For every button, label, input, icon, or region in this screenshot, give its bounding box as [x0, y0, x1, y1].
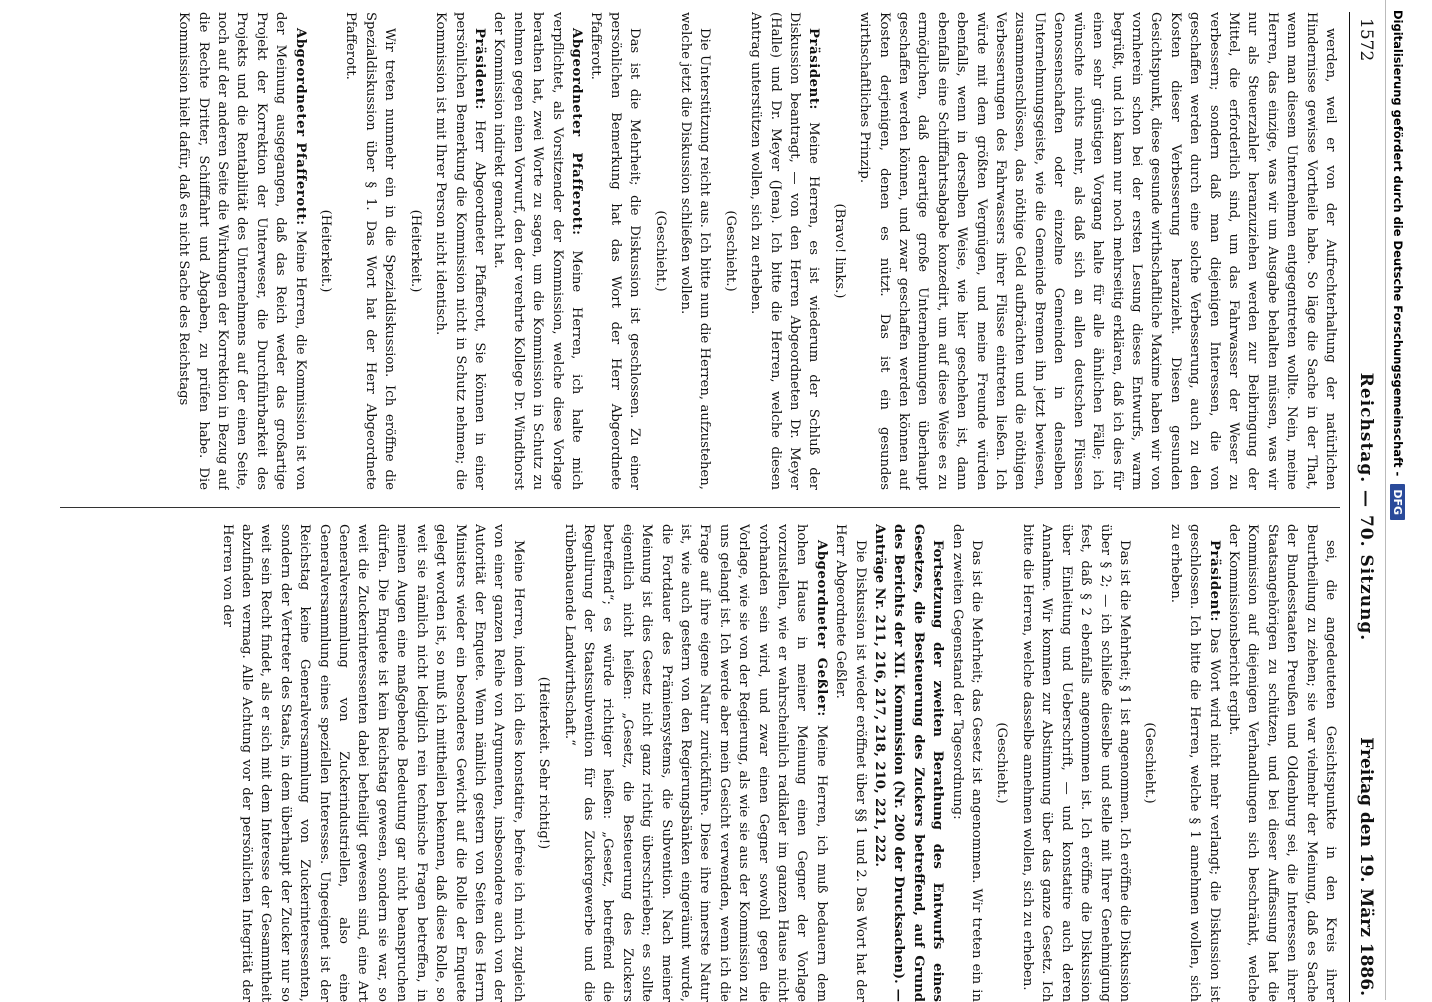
paragraph: werden, weil er von der Aufrechterhaltung der natürlichen Hindernisse gewisse Vortheile habe. So läge die Sache in der That, wenn man diesem Unternehmen entgegentreten wollte. Nein, meine Herren, das einzige, was wir um Ausgabe behalten müssen, was wir nur als Steuerzahler heranzuziehen werden zur Beibringung der Mittel, die erforderlich sind, um das Fahrwasser der Weser zu verbessern; sondern daß man diejenigen Interessen, die von geschaffen werden durch eine solche Verbesserung, auch zu den Kosten dieser Verbesserung heranzieht. Diesen gesunden Gesichtspunkt, diese gesunde wirthschaftliche Maxime haben wir von vornherein schon bei der ersten Lesung dieses Entwurfs, warm begrüßt, und ich kann nur noch mehrseitig erklären, daß ich dies für einen sehr günstigen Vorgang halte für alle ähnlichen Fälle; ich wünschte nichts mehr, als daß sich an allen deutschen Flüssen Genossenschaften oder einzelne Gemeinden in denselben Unternehmungsgeiste, wie die Gemeinde Bremen ihn jetzt bewiesen, zusammenschlössen, das nöthige Geld aufbrächten und die nöthigen Verbesserungen des Fahrwassers ihrer Flüsse eintreten ließen. Ich würde mit dem größten Vergnügen, und meine Freunde würden ebenfalls, wenn in derselben Weise, wie hier geschehen ist, dann ebenfalls eine Schifffahrtsabgabe konzedirt, um auf diese Weise es zu ermöglichen, daß derartige große Unternehmungen überhaupt geschaffen werden können, und zwar geschaffen werden können auf Kosten derjenigen, denen es nützt. Das ist ein gesundes wirthschaftliches Prinzip.	[857, 12, 1338, 490]
speech	[559, 524, 831, 1002]
paragraph: Meine Herren, indem ich dies konstatire, befreie ich mich zugleich von einer ganzen Reihe von Argumenten, insbesondere auch von der Autorität der Enquete. Wenn nämlich gestern von Seiten des Herrn Ministers wieder ein besonderes Gewicht auf die Rolle der Enquete gelegt worden ist, so muß ich mittheilen bekennen, daß diese Rolle, so weit sie nämlich nicht lediglich rein technische Fragen betreffen, in meinen Augen eine maßgebende Bedeutung gar nicht beanspruchen dürfen. Die Enquete ist kein Reichstag gewesen, sondern sie war, so weit die Zuckerinteressenten dabei betheiligt gewesen sind, eine Art Generalversammlung von Zuckerindustriellen, also eine Generalversammlung eines speziellen Interesses. Ungeeignet ist der Reichstag keine Generalversammlung von Zuckerinteressenten, sondern der Vertreter des Staats, in dem überhaupt der Zucker nur so weit sein Recht findet, als er sich mit dem Interesse der Gesammtheit abzufinden vermag. Alle Achtung vor der persönlichen Integrität der Herren von der	[219, 524, 526, 1002]
session-date: Freitag den 19. März 1886.	[1356, 737, 1376, 996]
header-rule	[1349, 12, 1350, 1002]
speaker-name: Abgeordneter Pfafferott:	[292, 28, 308, 226]
session-title: Reichstag. — 70. Sitzung.	[1356, 372, 1376, 642]
reaction: (Geschieht.)	[1142, 722, 1158, 804]
agenda-item: Fortsetzung der zweiten Berathung des Entwurfs eines Gesetzes, die Besteuerung des Zuckers betreffend, auf Grund des Berichts der XII. Kommission (Nr. 200 der Drucksachen). — Anträge Nr. 211, 216, 217, 218, 210, 221, 222.	[872, 524, 946, 1002]
speaker-name: Präsident:	[806, 28, 822, 111]
paragraph: sei, die angedeuteten Gesichtspunkte in den Kreis ihrer Beurtheilung zu ziehen; sie war vielmehr der Meinung, daß es Sache der Bundesstaaten Preußen und Oldenburg sei, die Interessen ihrer Staatsangehörigen zu schützen, und bei dieser Auffassung hat die Kommission auf diejenigen Verhandlungen sich beschränkt, welche der Kommissionsbericht ergibt.	[1225, 524, 1338, 1002]
page-number: 1572	[1356, 18, 1376, 62]
speaker-name: Abgeordneter Pfafferott:	[568, 28, 584, 236]
digitization-credit	[1388, 10, 1408, 990]
paragraph: Das ist die Mehrheit; die Diskussion ist geschlossen. Zu einer persönlichen Bemerkung hat das Wort der Herr Abgeordnete Pfafferott.	[588, 12, 643, 490]
speech	[1165, 524, 1223, 1002]
reaction: (Geschieht.)	[722, 210, 738, 292]
reaction: (Heiterkeit.)	[318, 209, 334, 293]
speech-text: Das Wort wird nicht mehr verlangt; die Diskussion ist geschlossen. Ich bitte die Herren, welche § 1 annehmen wollen, sich zu erheben.	[1167, 524, 1222, 1002]
speaker-name: Präsident:	[471, 28, 487, 111]
paragraph: Die Unterstützung reicht aus. Ich bitte nun die Herren, aufzustehen, welche jetzt die Diskussion schließen wollen.	[678, 12, 713, 490]
paragraph: Das ist die Mehrheit; § 1 ist angenommen. Ich eröffne die Diskussion über § 2; — ich schließe dieselbe und stelle mit Ihrer Genehmigung fest, daß § 2 ebenfalls angenommen ist. Ich eröffne die Diskussion über Einleitung und Ueberschrift, — und konstatire auch deren Annahme. Wir kommen zur Abstimmung über das ganze Gesetz. Ich bitte die Herren, welche dasselbe annehmen wollen, sich zu erheben.	[1019, 524, 1132, 1002]
paragraph: Das ist die Mehrheit; das Gesetz ist angenommen. Wir treten ein in den zweiten Gegenstand der Tagesordnung:	[949, 524, 985, 1002]
reaction: (Heiterkeit. Sehr richtig!)	[536, 676, 552, 850]
speaker-name: Präsident:	[1206, 540, 1222, 623]
reaction: (Heiterkeit.)	[407, 209, 423, 293]
speech	[174, 12, 310, 490]
reaction: (Geschieht.)	[994, 722, 1010, 804]
speech-text: Meine Herren, es ist wiederum der Schluß der Diskussion beantragt, — von den Herren Abgeordneten Dr. Meyer (Halle) und Dr. Meyer (Jena). Ich bitte die Herren, welche diesen Antrag unterstützen wollen, sich zu erheben.	[748, 12, 822, 490]
reaction: (Bravo! links.)	[831, 203, 847, 299]
column-divider	[60, 507, 1340, 508]
reaction: (Geschieht.)	[652, 210, 668, 292]
right-column	[60, 524, 1340, 1002]
paragraph: Wir treten nunmehr ein in die Spezialdiskussion. Ich eröffne die Spezialdiskussion über § 1. Das Wort hat der Herr Abgeordnete Pfafferott.	[343, 12, 398, 490]
speaker-name: Abgeordneter Geßler:	[813, 540, 829, 717]
speech-text: Meine Herren, die Kommission ist von der Meinung ausgegangen, daß das Reich weder das großartige Projekt der Korrektion der Unterweser, die Durchführbarkeit des Projekts und die Rentabilität des Unternehmens auf der einen Seite, noch auf der anderen Seite die Wirkungen der Korrektion in Bezug auf die Rechte Dritter, Schifffahrt und Abgaben, zu prüfen habe. Die Kommission hielt dafür, daß es nicht Sache des Reichstags	[176, 12, 308, 490]
scanned-page	[50, 12, 1380, 1002]
paragraph: Die Diskussion ist wieder eröffnet über §§ 1 und 2. Das Wort hat der Herr Abgeordnete Geßler.	[833, 524, 868, 1002]
running-header	[1350, 12, 1380, 1002]
speech	[431, 12, 489, 490]
speech-text: Meine Herren, ich halte mich verpflichtet, als Vorsitzender der Kommission, welche diese Vorlage berathen hat, zwei Worte zu sagen, um die Kommission in Schutz zu nehmen gegen einen Vorwurf, den der verehrte Kollege Dr. Windthorst der Kommission indirekt gemacht hat.	[491, 12, 584, 490]
left-column	[60, 12, 1340, 490]
credit-text: Digitalisierung gefördert durch die Deutsche Forschungsgemeinschaft -	[1391, 10, 1405, 477]
scan-edge	[1385, 0, 1386, 1000]
speech	[489, 12, 586, 490]
dfg-logo: DFG	[1391, 484, 1406, 520]
speech-text: Meine Herren, ich muß bedauern dem hohen Hause in meiner Meinung einen Gegner der Vorlage vorzustellen, wie er wahrscheinlich radikaler im ganzen Hause nicht vorhanden sein wird, und zwar einen Gegner sowohl gegen die Vorlage, wie sie von der Regierung, als wie sie aus der Kommission zu uns gelangt ist. Ich werde aber mein Gesicht verwenden, wenn ich die Frage auf ihre eigene Natur zurückführe. Diese ihre innerste Natur ist, wie auch gestern von den Regierungsbänken eingeräumt wurde, die Fortdauer des Prämiensystems, die Subvention. Nach meiner Meinung ist dies Gesetz nicht ganz richtig überschrieben; es sollte eigentlich nicht heißen: „Gesetz, die Besteuerung des Zuckers betreffend“; es würde richtiger heißen: „Gesetz, betreffend die Regulirung der Staatssubvention für das Zuckergewerbe und die rübenbauende Landwirthschaft.“	[561, 524, 829, 1002]
speech-text: Herr Abgeordneter Pfafferott, Sie können in einer persönlichen Bemerkung die Kommission nicht in Schutz nehmen; die Kommission ist mit Ihrer Person nicht identisch.	[433, 12, 487, 490]
speech	[746, 12, 824, 490]
